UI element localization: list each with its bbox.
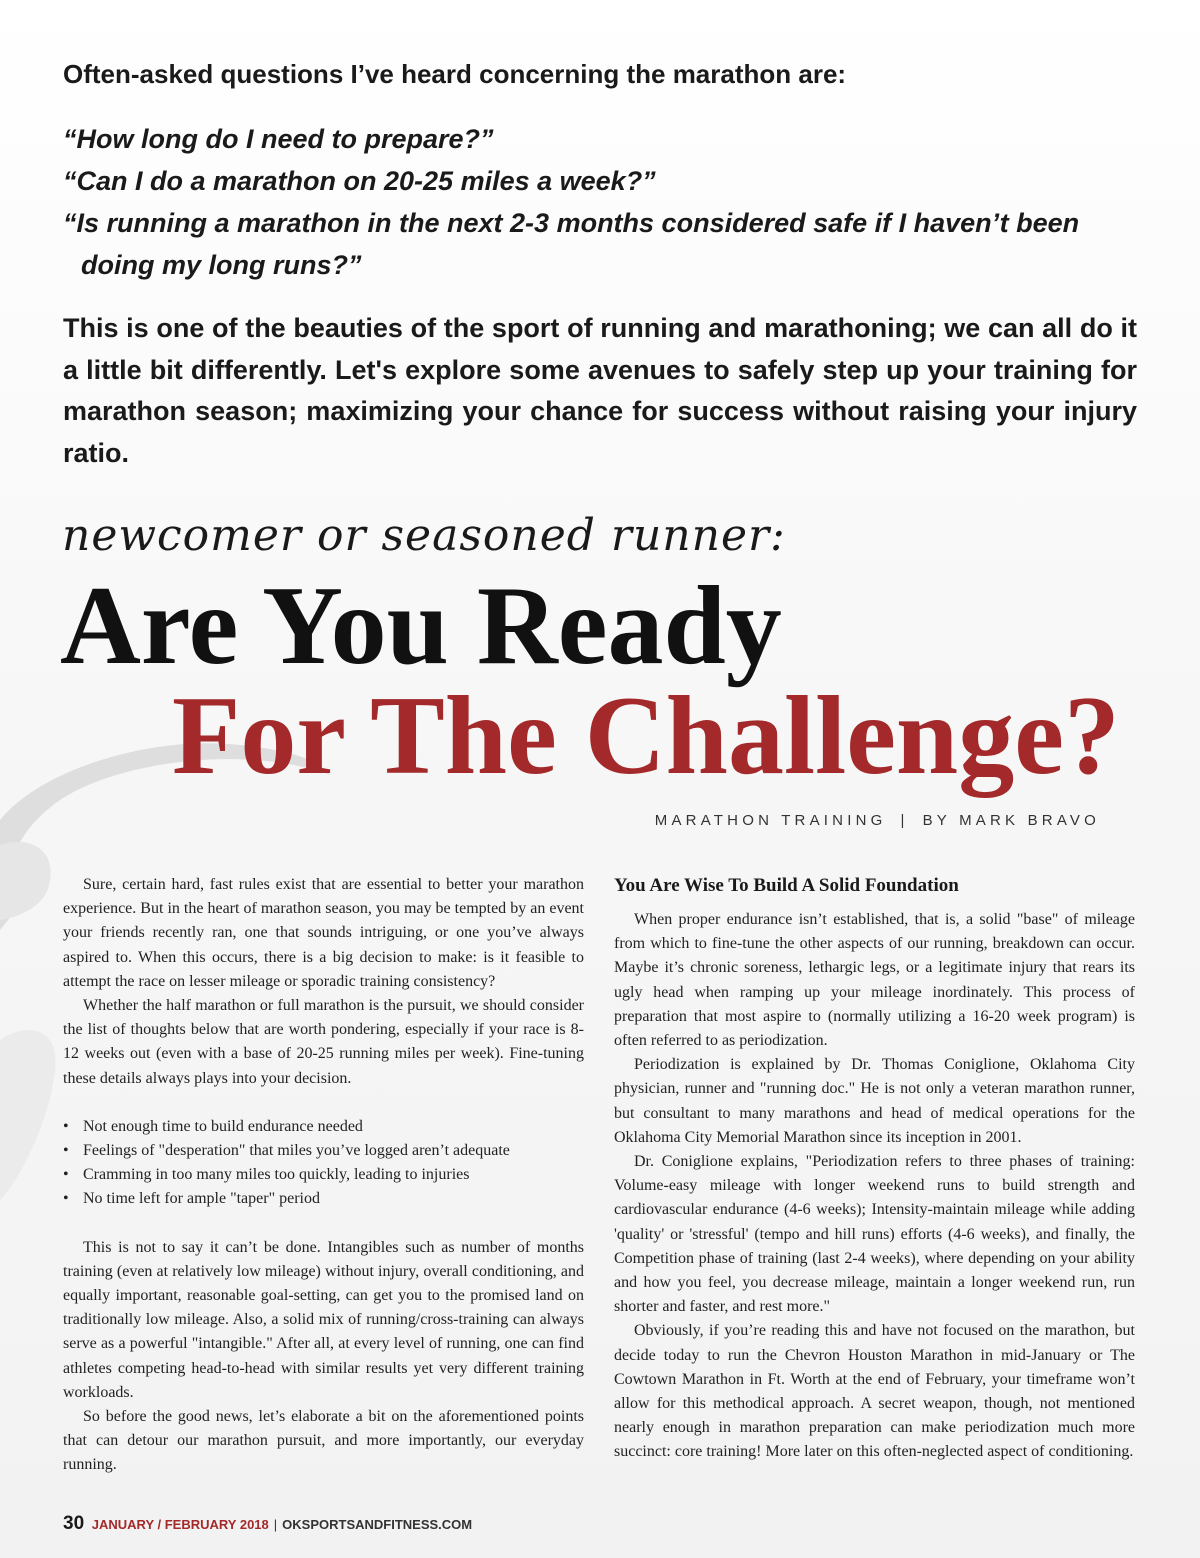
article-title-line-1: Are You Ready xyxy=(60,564,782,688)
bullet-item: • Cramming in too many miles too quickly, leading to injuries xyxy=(63,1163,584,1187)
bullet-item: • Feelings of "desperation" that miles you’ve logged aren’t adequate xyxy=(63,1139,584,1163)
website-link[interactable]: OKSPORTSANDFITNESS.COM xyxy=(282,1517,473,1532)
paragraph: This is not to say it can’t be done. Intangibles such as number of months training (even at relatively low mileage) without injury, overall conditioning, and equally important, reasonable goal-setting, can get you to the promised land on traditionally low mileage. Also, a solid mix of running/cross-training can always serve as a powerful "intangible." After all, at every level of running, one can find athletes competing head-to-head with similar results yet very different training workloads. xyxy=(63,1238,584,1401)
paragraph: When proper endurance isn’t established, that is, a solid "base" of mileage from which to fine-tune the other aspects of our running, breakdown can occur. Maybe it’s chronic soreness, lethargic legs, or a legitimate injury that rears its ugly head when ramping up your mileage inordinately. This process of preparation that most aspire to (normally utilizing a 16-20 week program) is often referred to as periodization. xyxy=(614,911,1135,1050)
bullet-item: • No time left for ample "taper" period xyxy=(63,1187,584,1211)
byline-author: BY MARK BRAVO xyxy=(922,812,1100,829)
footer-separator: | xyxy=(273,1517,278,1532)
page-number: 30 xyxy=(63,1513,85,1534)
bullet-list xyxy=(63,1115,584,1212)
page-footer xyxy=(63,1513,472,1535)
question-item: “How long do I need to prepare?” xyxy=(63,124,494,154)
bullet-item: • Not enough time to build endurance needed xyxy=(63,1115,584,1139)
paragraph: Whether the half marathon or full marathon is the pursuit, we should consider the list of thoughts below that are worth pondering, especially if your race is 8-12 weeks out (even with a base of 20-25 running miles per week). Fine-tuning these details always plays into your decision. xyxy=(63,997,584,1087)
paragraph: So before the good news, let’s elaborate a bit on the aforementioned points that can detour our marathon pursuit, and more importantly, our everyday running. xyxy=(63,1408,584,1474)
right-column xyxy=(614,873,1135,1465)
paragraph: Dr. Coniglione explains, "Periodization refers to three phases of training: Volume-easy mileage with longer weekend runs to build strength and cardiovascular endurance (4-6 weeks); Intensity-maintain mileage while adding 'quality' or 'stressful' (tempo and hill runs) efforts (4-6 weeks), and finally, the Competition phase of training (last 2-4 weeks), where depending on your ability and how you feel, you decrease mileage, maintain a longer weekend run, run shorter and faster, and rest more." xyxy=(614,1153,1135,1316)
question-item: “Is running a marathon in the next 2-3 months considered safe if I haven’t been doing my long runs?” xyxy=(63,208,1080,280)
paragraph: Periodization is explained by Dr. Thomas Coniglione, Oklahoma City physician, runner and "running doc." He is not only a veteran marathon runner, but consultant to many marathons and head of medical operations for the Oklahoma City Memorial Marathon since its inception in 2001. xyxy=(614,1056,1135,1146)
section-heading: You Are Wise To Build A Solid Foundation xyxy=(614,875,959,896)
question-list xyxy=(63,118,1153,286)
article-kicker: newcomer or seasoned runner: xyxy=(62,510,786,561)
intro-paragraph: This is one of the beauties of the sport of running and marathoning; we can all do it a little bit differently. Let's explore some avenues to safely step up your training for marathon season; maximizing your chance for success without raising your injury ratio. xyxy=(63,313,1137,468)
paragraph: Obviously, if you’re reading this and have not focused on the marathon, but decide today to run the Chevron Houston Marathon in mid-January or The Cowtown Marathon in Ft. Worth at the end of February, your timeframe won’t allow for this methodical approach. A secret weapon, though, not mentioned nearly enough in marathon preparation can make periodization much more succinct: core training! More later on this often-neglected aspect of conditioning. xyxy=(614,1322,1135,1461)
byline xyxy=(655,812,1100,829)
issue-date: JANUARY / FEBRUARY 2018 xyxy=(91,1517,269,1532)
question-item: “Can I do a marathon on 20-25 miles a week?” xyxy=(63,166,656,196)
byline-separator: | xyxy=(900,812,909,829)
left-column xyxy=(63,873,584,1478)
paragraph: Sure, certain hard, fast rules exist that are essential to better your marathon experience. But in the heart of marathon season, you may be tempted by an event your friends recently ran, one that sounds intriguing, or one you’ve always aspired to. When this occurs, there is a big decision to make: is it feasible to attempt the race on lesser mileage or sporadic training consistency? xyxy=(63,876,584,990)
intro-heading: Often-asked questions I’ve heard concerning the marathon are: xyxy=(63,59,847,89)
byline-section: MARATHON TRAINING xyxy=(654,812,887,829)
article-title-line-2: For The Challenge? xyxy=(172,674,1120,798)
